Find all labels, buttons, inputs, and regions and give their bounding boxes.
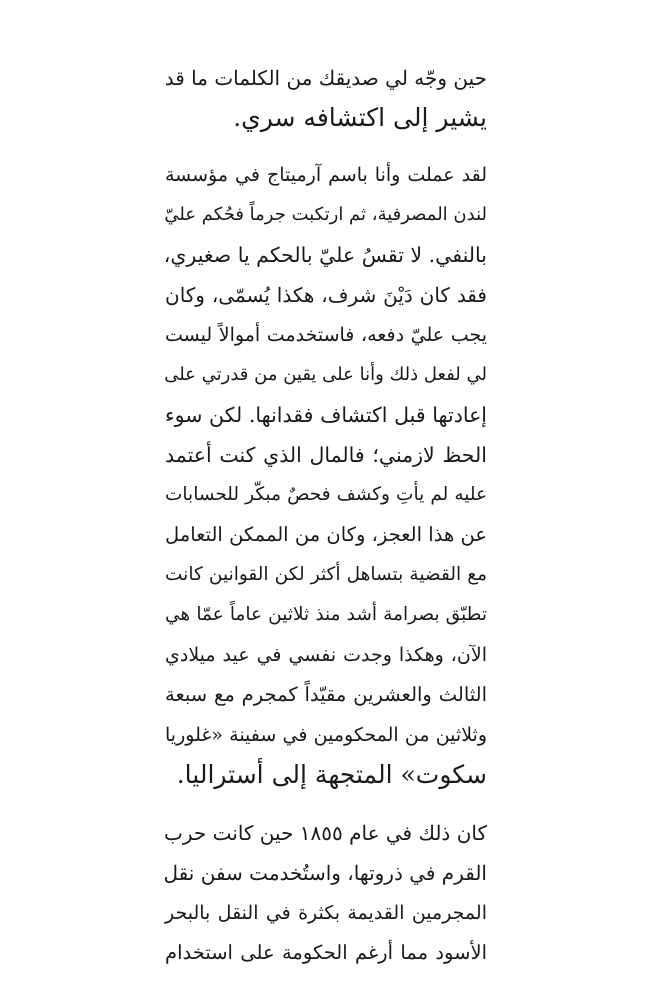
- text-line: وثلاثين من المحكومين في سفينة «غلوريا: [165, 724, 487, 746]
- text-line: الأسود مما أرغم الحكومة على استخدام: [165, 941, 487, 964]
- text-line: عليه لم يأتِ وكشف فحصٌ مبكّر للحسابات: [165, 484, 487, 505]
- text-line: عن هذا العجز، وكان من الممكن التعامل: [165, 523, 487, 546]
- text-line: إعادتها قبل اكتشاف فقدانها. لكن سوء: [165, 403, 487, 427]
- text-line: لقد عملت وأنا باسم آرميتاج في مؤسسة: [165, 164, 487, 186]
- text-line: فقد كان دَيْنَ شرف، هكذا يُسمّى، وكان: [165, 283, 487, 307]
- text-line: الثالث والعشرين مقيّداً كمجرم مع سبعة: [165, 683, 487, 706]
- text-line: يجب عليّ دفعه، فاستخدمت أموالاً ليست: [165, 324, 487, 346]
- text-line: الآن، وهكذا وجدت نفسي في عيد ميلادي: [165, 644, 487, 666]
- text-line: الحظ لازمني؛ فالمال الذي كنت أعتمد: [165, 443, 487, 467]
- text-line: مع القضية بتساهل أكثر لكن القوانين كانت: [165, 564, 487, 585]
- text-line: يشير إلى اكتشافه سري.: [233, 103, 487, 132]
- text-line: القرم في ذروتها، واستُخدمت سفن نقل: [163, 861, 487, 885]
- text-line: كان ذلك في عام ١٨٥٥ حين كانت حرب: [164, 821, 487, 845]
- text-line: سكوت» المتجهة إلى أستراليا.: [176, 760, 487, 789]
- text-line: تطبّق بصرامة أشد منذ ثلاثين عاماً عمّا هي: [165, 604, 487, 625]
- text-line: بالنفي. لا تقسُ عليّ بالحكم يا صغيري،: [163, 243, 487, 267]
- text-line: لي لفعل ذلك وأنا على يقين من قدرتي على: [164, 364, 487, 385]
- text-line: لندن المصرفية، ثم ارتكبت جرماً فحُكم عليّ: [164, 204, 487, 225]
- text-line: المجرمين القديمة بكثرة في النقل بالبحر: [165, 902, 487, 924]
- text-line: حين وجّه لي صديقك من الكلمات ما قد: [164, 66, 487, 90]
